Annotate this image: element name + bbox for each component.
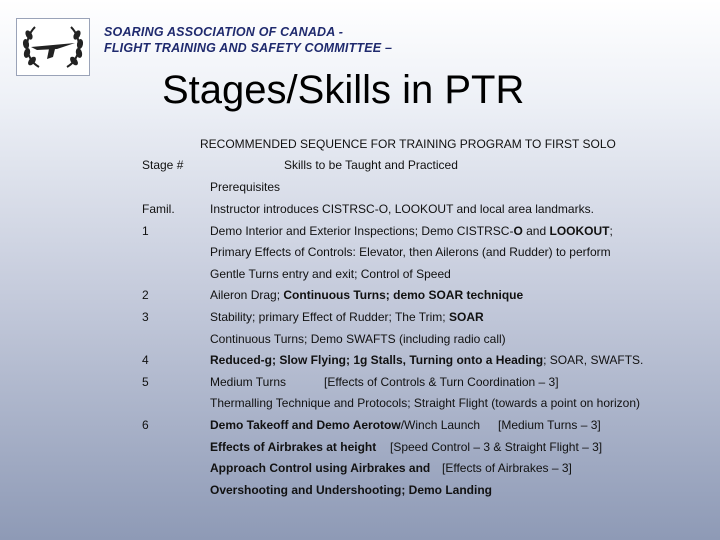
stage-6-skills-line2: Effects of Airbrakes at height — [210, 440, 377, 454]
prerequisites-label: Prerequisites — [210, 180, 281, 194]
stage-3-text-a: Stability; primary Effect of Rudder; The Trim; — [210, 310, 449, 324]
stage-4: 4 — [142, 353, 149, 367]
stage-6-skills-line4: Overshooting and Undershooting; Demo Landing — [210, 483, 492, 497]
stage-5-skills-b: [Effects of Controls & Turn Coordination – 3] — [324, 375, 559, 389]
stage-1-skills-line2: Primary Effects of Controls: Elevator, then Ailerons (and Rudder) to perform — [210, 245, 611, 259]
stage-1-text-b: O — [513, 224, 523, 238]
stage-4-skills — [210, 353, 643, 367]
stage-6: 6 — [142, 418, 149, 432]
stage-6-ref-1: [Medium Turns – 3] — [498, 418, 601, 432]
column-header-skills: Skills to be Taught and Practiced — [284, 158, 458, 172]
association-logo — [16, 18, 90, 76]
stage-5: 5 — [142, 375, 149, 389]
stage-6-ref-3: [Effects of Airbrakes – 3] — [442, 461, 572, 475]
famil-skills: Instructor introduces CISTRSC-O, LOOKOUT and local area landmarks. — [210, 202, 594, 216]
stage-1-text-a: Demo Interior and Exterior Inspections; Demo CISTRSC- — [210, 224, 514, 238]
stage-famil: Famil. — [142, 202, 175, 216]
stage-1-skills-line1 — [210, 224, 613, 238]
stage-2-text-b: Continuous Turns; demo SOAR technique — [283, 288, 524, 302]
stage-6-ref-2: [Speed Control – 3 & Straight Flight – 3] — [390, 440, 603, 454]
stage-6-text-b: /Winch Launch — [400, 418, 481, 432]
stage-4-text-b: ; SOAR, SWAFTS. — [543, 353, 644, 367]
stage-1-text-c: and — [522, 224, 550, 238]
stage-2: 2 — [142, 288, 149, 302]
stage-1-skills-line3: Gentle Turns entry and exit; Control of Speed — [210, 267, 451, 281]
org-line-1: SOARING ASSOCIATION OF CANADA - — [104, 25, 344, 39]
slide-subtitle: RECOMMENDED SEQUENCE FOR TRAINING PROGRAM TO FIRST SOLO — [200, 137, 616, 151]
stage-3-skills — [210, 310, 484, 324]
stage-1-text-e: ; — [609, 224, 613, 238]
stage-6-text-a: Demo Takeoff and Demo Aerotow — [210, 418, 401, 432]
org-line-2: FLIGHT TRAINING AND SAFETY COMMITTEE – — [104, 41, 393, 55]
stage-5-skills-a: Medium Turns — [210, 375, 287, 389]
stage-3-skills-line2: Continuous Turns; Demo SWAFTS (including radio call) — [210, 332, 506, 346]
stage-6-skills-line1 — [210, 418, 480, 432]
organization-name — [104, 24, 392, 56]
stage-5-skills-line2: Thermalling Technique and Protocols; Straight Flight (towards a point on horizon) — [210, 396, 641, 410]
stage-6-skills-line3: Approach Control using Airbrakes and — [210, 461, 431, 475]
stage-1-text-d: LOOKOUT — [549, 224, 610, 238]
slide-title: Stages/Skills in PTR — [162, 68, 525, 112]
eagle-wreath-logo-icon — [17, 19, 89, 75]
stage-4-text-a: Reduced-g; Slow Flying; 1g Stalls, Turning onto a Heading — [210, 353, 544, 367]
stage-3: 3 — [142, 310, 149, 324]
column-header-stage: Stage # — [142, 158, 184, 172]
stage-2-text-a: Aileron Drag; — [210, 288, 284, 302]
stage-3-text-b: SOAR — [448, 310, 484, 324]
stage-2-skills — [210, 288, 523, 302]
stage-1: 1 — [142, 224, 149, 238]
